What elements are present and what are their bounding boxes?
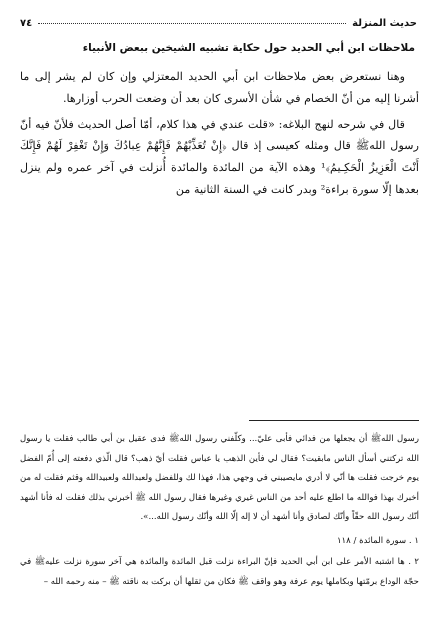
footnotes xyxy=(20,430,419,592)
running-title: حديث المنزلة xyxy=(352,17,417,29)
paragraph-2: قال في شرحه لنهج البلاغه: «قلت عندي في هذا كلام، أمّا أصل الحديث فلأنّ فيه أنّ رسول اللهﷺ قال ومثله كعيسى إذ قال ﴿إِنْ تُعَذِّبْهُمْ فَإِنَّهُمْ عِبادُكَ وَإِنْ تَغْفِرْ لَهُمْ فَإِنَّكَ أَنْتَ الْعَزِيزُ الْحَكِـيمُ﴾¹ وهذه الآية من المائدة والمائدة أُنزلت في آخر عمره ولم ينزل بعدها إلّا سورة براءة² وبدر كانت في السنة الثانية من xyxy=(20,117,420,196)
footnote-1: ١ . سورة المائدة / ١١٨ xyxy=(336,535,419,546)
paragraph-1: وهنا نستعرض بعض ملاحظات ابن أبي الحديد المعتزلي وإن كان لم يشر إلى ما أشرنا إليه من أنّ الخصام في شأن الأسرى كان بعد أن وضعت الحرب أوزارها. xyxy=(20,70,419,105)
footnote-divider xyxy=(249,420,419,421)
header-dotted-rule xyxy=(38,22,346,24)
page-number: ٧٤ xyxy=(20,17,33,29)
page-header xyxy=(20,16,417,30)
footnote-continuation: رسول اللهﷺ أن يجعلها من فدائي فأبى عليّ... وكلّفني رسول اللهﷺ فدى عقيل بن أبي طالب فقلت يا رسول الله تركتني أسأل الناس مابقيت؟ فقال لي فأين الذهب يا عباس فقلت أيّ ذهب؟ قال الّذي دفعته إلى أُمّ الفضل يوم خرجت فقلت ها أنّي لا أدري مايصيبني في وجهي هذا، فهذا لك وللفضل ولعبدالله ولعبيدالله وقثم فقلت له من أخبرك بهذا فوالله ما اطلع عليه أحد من الناس غيري وغيرها فقال رسول الله ﷺ أخبرني بذلك فقلت له فأنا أشهد أنّك رسول الله حقّاً وأنّك لصادق وأنا أشهد أن لا إله إلّا الله وأنّك رسول الله...». xyxy=(20,434,419,522)
main-text xyxy=(20,66,419,205)
section-title: ملاحظات ابن أبي الحديد حول حكاية تشبيه الشيخين ببعض الأنبياء xyxy=(82,42,415,54)
footnote-2: ٢ . ها اشتبه الأمر على ابن أبي الحديد فإنّ البراءة نزلت قبل المائدة والمائدة هي آخر سورة نزلت عليهﷺ في حجّة الوداع برمّتها وبكاملها يوم عرفة وهو واقف ﷺ فكان من ثقلها أن بركت به ناقته ﷺ – منه رحمه الله – xyxy=(20,557,419,587)
